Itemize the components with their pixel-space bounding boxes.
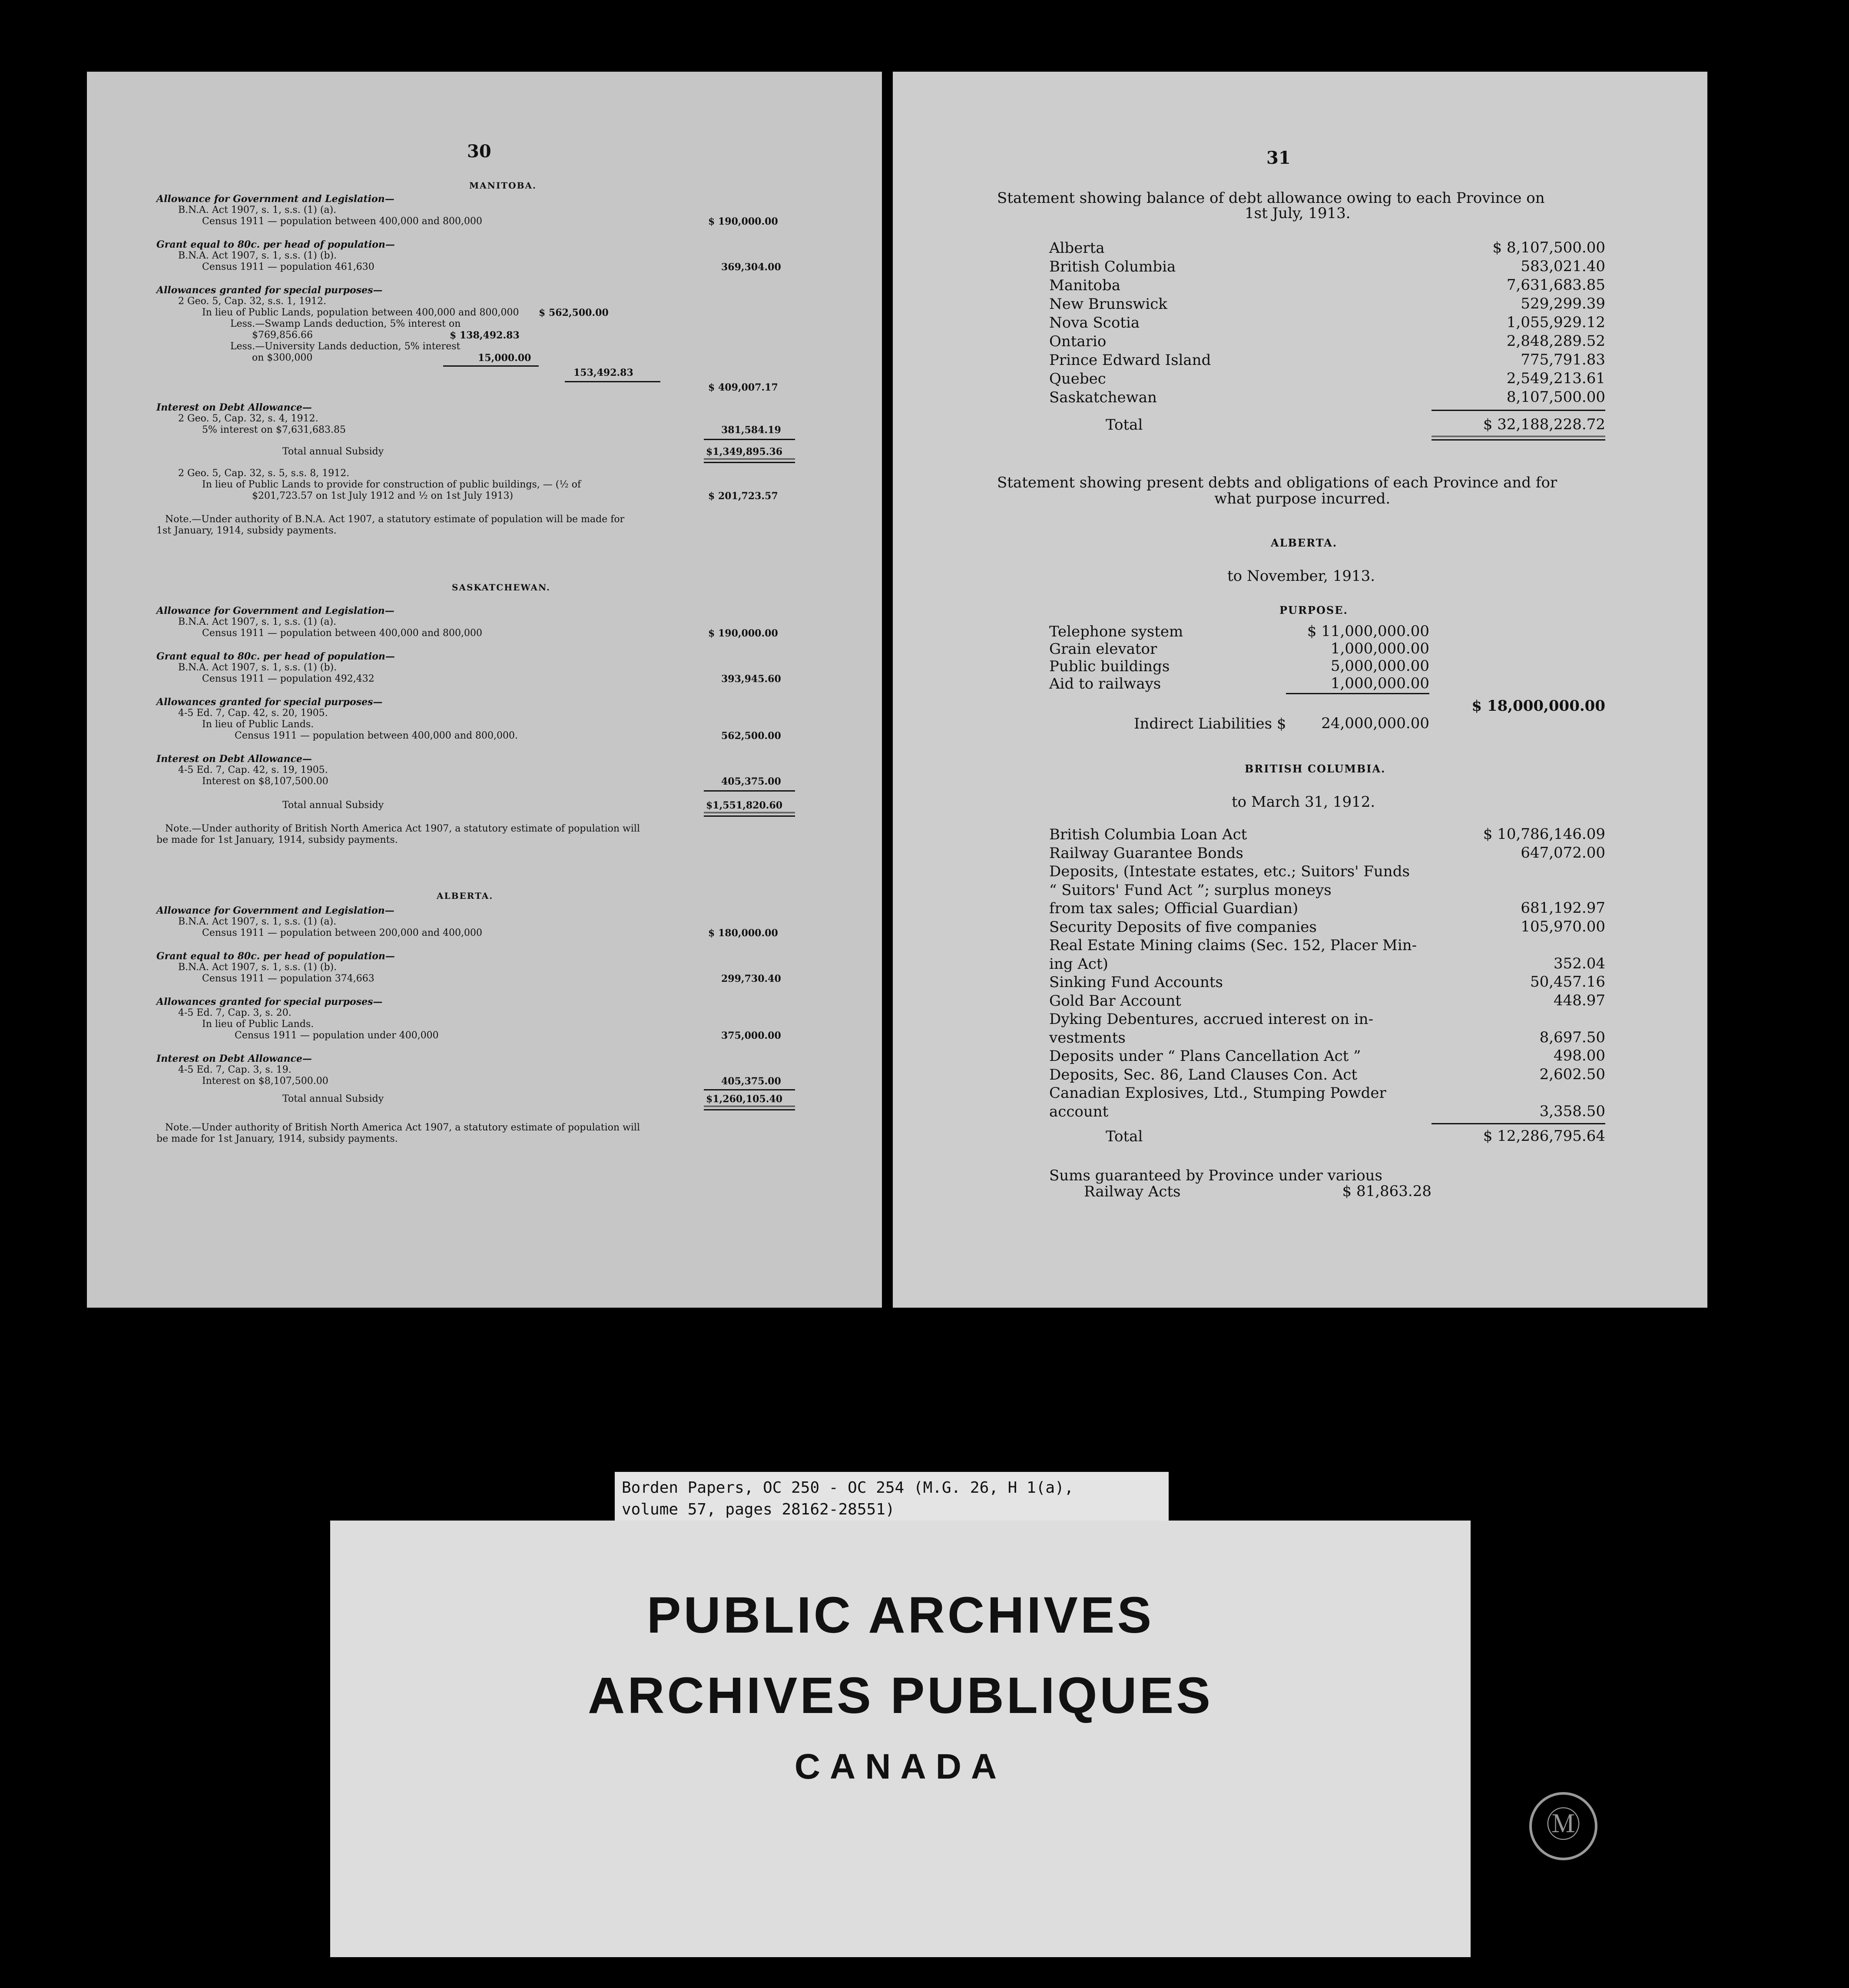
rule [443, 365, 539, 367]
archive-country: CANADA [794, 1747, 1007, 1786]
alberta-s1-census: Census 1911 — population between 200,000 and 400,000 [202, 928, 483, 938]
rule [1431, 410, 1605, 411]
alberta-s1-title: Allowance for Government and Legislation— [156, 905, 394, 916]
balance-row-amount: 2,549,213.61 [1506, 370, 1605, 387]
manitoba-note-line1: Note.—Under authority of B.N.A. Act 1907, a statutory estimate of population will be made for [165, 514, 625, 525]
saskatchewan-s4-amount: 405,375.00 [721, 776, 781, 787]
alberta-debt-date: to November, 1913. [1227, 567, 1375, 585]
rule [704, 1089, 795, 1090]
saskatchewan-note-line2: be made for 1st January, 1914, subsidy payments. [156, 835, 398, 845]
double-rule [704, 812, 795, 817]
bc-debt-row-label: Real Estate Mining claims (Sec. 152, Placer Min- [1049, 937, 1417, 954]
rule [704, 439, 795, 440]
bc-debt-row-amount: 50,457.16 [1530, 973, 1605, 991]
manitoba-s2-title: Grant equal to 80c. per head of population— [156, 239, 395, 250]
bc-debt-row-label: British Columbia Loan Act [1049, 826, 1247, 843]
reference-line2: volume 57, pages 28162-28551) [622, 1501, 895, 1518]
statement2-line2: what purpose incurred. [1214, 490, 1391, 507]
manitoba-s4-interest: 5% interest on $7,631,683.85 [202, 424, 346, 435]
alberta-debt-row-amount: $ 11,000,000.00 [1307, 623, 1429, 640]
manitoba-s5-lieu2: $201,723.57 on 1st July 1912 and ½ on 1st July 1913) [252, 490, 514, 501]
alberta-s3-lieu: In lieu of Public Lands. [202, 1019, 314, 1030]
saskatchewan-s1-census: Census 1911 — population between 400,000 and 800,000 [202, 628, 483, 639]
saskatchewan-s2-title: Grant equal to 80c. per head of population— [156, 651, 395, 662]
saskatchewan-s3-act: 4-5 Ed. 7, Cap. 42, s. 20, 1905. [178, 708, 328, 719]
reference-line1: Borden Papers, OC 250 - OC 254 (M.G. 26, H 1(a), [622, 1479, 1074, 1497]
alberta-s1-amount: $ 180,000.00 [708, 928, 778, 939]
alberta-s4-title: Interest on Debt Allowance— [156, 1053, 312, 1064]
manitoba-s3-amount: $ 409,007.17 [708, 382, 778, 393]
purpose-heading: PURPOSE. [1279, 604, 1348, 616]
alberta-total-amount: $1,260,105.40 [706, 1093, 783, 1105]
manitoba-s5-amount: $ 201,723.57 [708, 490, 778, 502]
balance-row-amount: 775,791.83 [1521, 351, 1605, 368]
archive-card [330, 1521, 1471, 1957]
saskatchewan-s4-interest: Interest on $8,107,500.00 [202, 776, 328, 787]
bc-debt-row-amount: 647,072.00 [1521, 844, 1605, 861]
balance-row-label: Saskatchewan [1049, 389, 1157, 406]
manitoba-s1-title: Allowance for Government and Legislation— [156, 193, 394, 205]
alberta-s1-act: B.N.A. Act 1907, s. 1, s.s. (1) (a). [178, 916, 337, 927]
saskatchewan-s2-census: Census 1911 — population 492,432 [202, 673, 374, 684]
bc-debt-row-label: Railway Guarantee Bonds [1049, 844, 1243, 862]
bc-debt-row-amount: 448.97 [1554, 991, 1605, 1009]
saskatchewan-s4-act: 4-5 Ed. 7, Cap. 42, s. 19, 1905. [178, 765, 328, 775]
alberta-debt-total: $ 18,000,000.00 [1471, 697, 1605, 715]
manitoba-s2-census: Census 1911 — population 461,630 [202, 262, 374, 272]
bc-debt-row-amount: 352.04 [1554, 954, 1605, 972]
right-page [893, 72, 1707, 1308]
saskatchewan-note-line1: Note.—Under authority of British North America Act 1907, a statutory estimate of population will [165, 823, 640, 834]
bc-debt-row-amount: 3,358.50 [1539, 1102, 1605, 1120]
alberta-debt-row-amount: 1,000,000.00 [1330, 640, 1429, 657]
alberta-s3-amount: 375,000.00 [721, 1030, 781, 1041]
saskatchewan-s3-title: Allowances granted for special purposes— [156, 696, 383, 708]
bc-debt-row-label: “ Suitors' Fund Act ”; surplus moneys [1049, 881, 1332, 899]
alberta-s2-act: B.N.A. Act 1907, s. 1, s.s. (1) (b). [178, 962, 337, 973]
alberta-s4-amount: 405,375.00 [721, 1076, 781, 1087]
manitoba-s1-census: Census 1911 — population between 400,000 and 800,000 [202, 216, 483, 227]
saskatchewan-s1-title: Allowance for Government and Legislation— [156, 605, 394, 616]
page-number-30: 30 [467, 141, 491, 162]
balances-total-label: Total [1106, 416, 1143, 434]
saskatchewan-s3-lieu: In lieu of Public Lands. [202, 719, 314, 730]
sums-guaranteed-amount: $ 81,863.28 [1342, 1183, 1431, 1200]
balance-row-amount: 583,021.40 [1521, 258, 1605, 275]
manitoba-note-line2: 1st January, 1914, subsidy payments. [156, 525, 337, 536]
alberta-s4-interest: Interest on $8,107,500.00 [202, 1076, 328, 1087]
double-rule [704, 458, 795, 463]
saskatchewan-s3-amount: 562,500.00 [721, 730, 781, 742]
manitoba-s4-act: 2 Geo. 5, Cap. 32, s. 4, 1912. [178, 413, 318, 424]
manitoba-s3-act: 2 Geo. 5, Cap. 32, s.s. 1, 1912. [178, 296, 326, 307]
bc-debt-row-amount: 105,970.00 [1521, 918, 1605, 935]
alberta-s3-census: Census 1911 — population under 400,000 [235, 1030, 439, 1041]
manitoba-s3-less2a: Less.—University Lands deduction, 5% interest [230, 341, 461, 352]
alberta-s2-census: Census 1911 — population 374,663 [202, 973, 374, 984]
manitoba-heading: MANITOBA. [469, 180, 537, 191]
bc-debt-row-label: Deposits, Sec. 86, Land Clauses Con. Act [1049, 1066, 1358, 1083]
bc-debt-row-amount: 681,192.97 [1521, 899, 1605, 917]
alberta-debt-heading: ALBERTA. [1271, 537, 1338, 549]
bc-debt-row-label: Security Deposits of five companies [1049, 918, 1317, 936]
archive-title-en: PUBLIC ARCHIVES [646, 1587, 1154, 1644]
indirect-liabilities-amount: 24,000,000.00 [1321, 715, 1429, 732]
balance-row-label: Prince Edward Island [1049, 351, 1211, 369]
saskatchewan-s1-act: B.N.A. Act 1907, s. 1, s.s. (1) (a). [178, 616, 337, 627]
manitoba-s3-lieu-amount: $ 562,500.00 [539, 307, 609, 318]
balance-row-label: Alberta [1049, 239, 1105, 257]
bc-debt-row-label: account [1049, 1103, 1109, 1120]
sums-guaranteed-line2: Railway Acts [1084, 1183, 1181, 1200]
balance-row-amount: 2,848,289.52 [1506, 332, 1605, 350]
alberta-heading: ALBERTA. [437, 891, 494, 901]
rule [704, 790, 795, 792]
manitoba-s2-amount: 369,304.00 [721, 262, 781, 273]
balance-row-label: New Brunswick [1049, 295, 1167, 313]
bc-debt-row-label: vestments [1049, 1029, 1126, 1047]
rule [1431, 1123, 1605, 1124]
statement1-line1: Statement showing balance of debt allowance owing to each Province on [997, 189, 1545, 207]
manitoba-s3-less2-amount: 15,000.00 [478, 352, 531, 364]
balance-row-label: Nova Scotia [1049, 314, 1140, 331]
manitoba-total-label: Total annual Subsidy [282, 446, 384, 457]
bc-total: $ 12,286,795.64 [1483, 1127, 1605, 1145]
balance-row-label: Ontario [1049, 333, 1107, 350]
bc-debt-row-label: Gold Bar Account [1049, 992, 1181, 1010]
bc-debt-row-label: Dyking Debentures, accrued interest on in- [1049, 1011, 1374, 1028]
manitoba-s3-less-total: 153,492.83 [573, 367, 633, 378]
rule [1286, 693, 1429, 694]
indirect-liabilities-label: Indirect Liabilities $ [1134, 715, 1286, 732]
bc-debt-row-label: Sinking Fund Accounts [1049, 974, 1223, 991]
saskatchewan-total-amount: $1,551,820.60 [706, 800, 783, 811]
bc-total-label: Total [1106, 1128, 1143, 1145]
alberta-debt-row-label: Telephone system [1049, 623, 1183, 640]
saskatchewan-s3-census: Census 1911 — population between 400,000 and 800,000. [235, 730, 518, 741]
alberta-s3-act: 4-5 Ed. 7, Cap. 3, s. 20. [178, 1007, 292, 1018]
alberta-debt-row-label: Public buildings [1049, 658, 1170, 675]
saskatchewan-s2-amount: 393,945.60 [721, 673, 781, 685]
saskatchewan-heading: SASKATCHEWAN. [452, 582, 551, 593]
alberta-debt-row-amount: 1,000,000.00 [1330, 675, 1429, 692]
alberta-note-line1: Note.—Under authority of British North America Act 1907, a statutory estimate of population will [165, 1122, 640, 1133]
alberta-s2-title: Grant equal to 80c. per head of population— [156, 951, 395, 962]
sums-guaranteed-line1: Sums guaranteed by Province under various [1049, 1167, 1383, 1184]
alberta-s4-act: 4-5 Ed. 7, Cap. 3, s. 19. [178, 1064, 292, 1075]
saskatchewan-s4-title: Interest on Debt Allowance— [156, 753, 312, 765]
alberta-s2-amount: 299,730.40 [721, 973, 781, 984]
manitoba-s5-act: 2 Geo. 5, Cap. 32, s. 5, s.s. 8, 1912. [178, 468, 350, 479]
manitoba-s3-less2b: on $300,000 [252, 352, 313, 363]
balance-row-label: Quebec [1049, 370, 1106, 388]
statement1-line2: 1st July, 1913. [1245, 205, 1351, 222]
bc-debt-row-amount: $ 10,786,146.09 [1483, 825, 1605, 843]
manitoba-s2-act: B.N.A. Act 1907, s. 1, s.s. (1) (b). [178, 250, 337, 261]
double-rule [704, 1106, 795, 1110]
bc-debt-row-amount: 2,602.50 [1539, 1065, 1605, 1083]
bc-debt-row-label: ing Act) [1049, 955, 1108, 973]
balance-row-label: British Columbia [1049, 258, 1176, 275]
bc-date: to March 31, 1912. [1232, 793, 1375, 811]
statement2-line1: Statement showing present debts and obligations of each Province and for [997, 474, 1557, 491]
alberta-debt-row-label: Aid to railways [1049, 675, 1161, 692]
manitoba-s1-amount: $ 190,000.00 [708, 216, 778, 227]
manitoba-s5-lieu: In lieu of Public Lands to provide for construction of public buildings, — (½ of [202, 479, 581, 490]
manitoba-s3-title: Allowances granted for special purposes— [156, 285, 383, 296]
saskatchewan-total-label: Total annual Subsidy [282, 800, 384, 811]
rule [565, 381, 660, 382]
saskatchewan-s1-amount: $ 190,000.00 [708, 628, 778, 639]
manitoba-total-amount: $1,349,895.36 [706, 446, 783, 457]
page-number-31: 31 [1266, 148, 1291, 168]
manitoba-s4-title: Interest on Debt Allowance— [156, 402, 312, 413]
bc-debt-row-label: Deposits, (Intestate estates, etc.; Suitors' Funds [1049, 863, 1410, 880]
bc-heading: BRITISH COLUMBIA. [1245, 762, 1386, 775]
manitoba-s1-act: B.N.A. Act 1907, s. 1, s.s. (1) (a). [178, 205, 337, 215]
alberta-s3-title: Allowances granted for special purposes— [156, 996, 383, 1007]
alberta-debt-row-label: Grain elevator [1049, 640, 1157, 658]
bc-debt-row-label: Canadian Explosives, Ltd., Stumping Powder [1049, 1084, 1386, 1102]
saskatchewan-s2-act: B.N.A. Act 1907, s. 1, s.s. (1) (b). [178, 662, 337, 673]
microfilm-logo-icon: Ⓜ [1529, 1792, 1597, 1860]
alberta-debt-row-amount: 5,000,000.00 [1330, 657, 1429, 675]
bc-debt-row-amount: 498.00 [1554, 1047, 1605, 1064]
balance-row-amount: 1,055,929.12 [1506, 314, 1605, 331]
archive-title-fr: ARCHIVES PUBLIQUES [588, 1667, 1213, 1724]
balance-row-amount: $ 8,107,500.00 [1492, 239, 1605, 256]
manitoba-s3-less1b: $769,856.66 [252, 330, 313, 341]
bc-debt-row-amount: 8,697.50 [1539, 1028, 1605, 1046]
manitoba-s3-lieu: In lieu of Public Lands, population between 400,000 and 800,000 [202, 307, 519, 318]
balance-row-amount: 529,299.39 [1521, 295, 1605, 312]
balance-row-amount: 8,107,500.00 [1506, 388, 1605, 406]
balances-total: $ 32,188,228.72 [1483, 416, 1605, 433]
bc-debt-row-label: from tax sales; Official Guardian) [1049, 900, 1299, 917]
balance-row-label: Manitoba [1049, 277, 1121, 294]
balance-row-amount: 7,631,683.85 [1506, 276, 1605, 294]
alberta-note-line2: be made for 1st January, 1914, subsidy payments. [156, 1133, 398, 1144]
manitoba-s3-less1-amount: $ 138,492.83 [450, 330, 520, 341]
left-page [87, 72, 882, 1308]
manitoba-s3-less1a: Less.—Swamp Lands deduction, 5% interest on [230, 318, 461, 329]
double-rule [1431, 436, 1605, 441]
alberta-total-label: Total annual Subsidy [282, 1093, 384, 1104]
manitoba-s4-amount: 381,584.19 [721, 424, 781, 436]
bc-debt-row-label: Deposits under “ Plans Cancellation Act ” [1049, 1047, 1361, 1065]
